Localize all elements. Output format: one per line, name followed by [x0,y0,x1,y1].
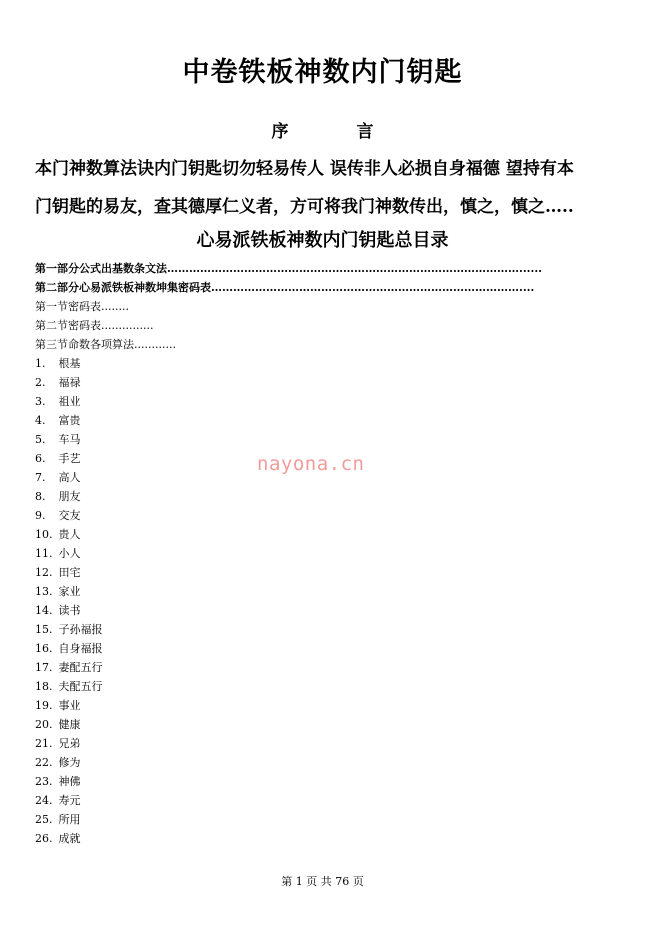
toc-item-label: 福禄 [58,376,81,389]
toc-part-2: 第二部分心易派铁板神数坤集密码表………………………………………………………………………….... [35,281,535,294]
toc-item-number: 20. [35,718,53,731]
toc-item-label: 夫配五行 [58,680,103,693]
toc-item-label: 健康 [58,718,81,731]
toc-item-number: 17. [35,661,53,674]
toc-item-number: 2. [35,376,46,389]
toc-item-label: 朋友 [58,490,81,503]
toc-item-number: 8. [35,490,46,503]
preface-text [35,150,635,226]
preface-heading [0,117,645,142]
toc-item [35,354,605,373]
toc-item-number: 25. [35,813,53,826]
preface-line: 门钥匙的易友，查其德厚仁义者，方可将我门神数传出，慎之，慎之….. [35,197,574,217]
toc-item-label: 子孙福报 [58,623,103,636]
toc-section-1: 第一节密码表........ [35,300,129,313]
toc-item-label: 车马 [58,433,81,446]
toc-item [35,772,605,791]
toc-item-number: 21. [35,737,53,750]
toc-item [35,430,605,449]
toc-item-number: 10. [35,528,53,541]
toc-item [35,468,605,487]
toc-item-label: 小人 [58,547,81,560]
toc-item [35,715,605,734]
toc-item [35,525,605,544]
toc-section-3: 第三节命数各项算法............ [35,338,176,351]
toc-item [35,677,605,696]
toc-item-label: 祖业 [58,395,81,408]
toc-item-label: 神佛 [58,775,81,788]
toc-item [35,829,605,848]
document-title: 中卷铁板神数内门钥匙 [182,57,463,88]
toc-item [35,753,605,772]
toc-item [35,563,605,582]
toc-item-number: 5. [35,433,46,446]
toc-item-number: 9. [35,509,46,522]
toc-title: 心易派铁板神数内门钥匙总目录 [196,230,449,251]
toc-item [35,639,605,658]
toc-item-number: 13. [35,585,53,598]
toc-item-number: 15. [35,623,53,636]
toc-item [35,620,605,639]
toc-item [35,696,605,715]
toc-item [35,544,605,563]
toc-item-number: 6. [35,452,46,465]
preface-line: 本门神数算法诀内门钥匙切勿轻易传人 误传非人必损自身福德 望持有本 [35,159,574,179]
toc-item-label: 交友 [58,509,81,522]
toc-item-label: 兄弟 [58,737,81,750]
toc-item-label: 高人 [58,471,81,484]
toc-item-number: 16. [35,642,53,655]
toc-item [35,658,605,677]
toc-item-label: 田宅 [58,566,81,579]
preface-heading-left: 序 [271,122,289,142]
toc-section-2: 第二节密码表............... [35,319,154,332]
toc-item-label: 手艺 [58,452,81,465]
toc-item-label: 修为 [58,756,81,769]
toc-item [35,392,605,411]
toc-item [35,506,605,525]
preface-heading-right: 言 [356,122,374,142]
toc-item [35,734,605,753]
toc-item-number: 3. [35,395,46,408]
toc-item [35,791,605,810]
toc-item [35,449,605,468]
toc-item [35,373,605,392]
toc-item [35,810,605,829]
toc-item-label: 根基 [58,357,81,370]
toc-item-label: 寿元 [58,794,81,807]
toc-item-label: 所用 [58,813,81,826]
toc-item-number: 23. [35,775,53,788]
toc-part-1: 第一部分公式出基数条文法……………………………………………………………………………………...... [35,262,542,275]
toc-item-number: 26. [35,832,53,845]
toc-item [35,582,605,601]
toc-item-number: 19. [35,699,53,712]
toc-item-label: 读书 [58,604,81,617]
toc-item-label: 贵人 [58,528,81,541]
toc-item-number: 7. [35,471,46,484]
toc-item-number: 11. [35,547,53,560]
watermark-text: nayona.cn [257,453,365,475]
toc-item-number: 24. [35,794,53,807]
toc-item-number: 1. [35,357,46,370]
toc-item-label: 家业 [58,585,81,598]
toc-item-number: 18. [35,680,53,693]
toc-item [35,601,605,620]
toc-item-number: 14. [35,604,53,617]
toc-item [35,411,605,430]
toc-item-label: 妻配五行 [58,661,103,674]
page-footer: 第 1 页 共 76 页 [281,875,364,888]
table-of-contents [35,259,605,848]
toc-item-label: 成就 [58,832,81,845]
toc-item-number: 12. [35,566,53,579]
toc-item [35,487,605,506]
toc-item-label: 富贵 [58,414,81,427]
toc-item-number: 4. [35,414,46,427]
toc-item-label: 事业 [58,699,81,712]
toc-item-label: 自身福报 [58,642,103,655]
toc-item-number: 22. [35,756,53,769]
